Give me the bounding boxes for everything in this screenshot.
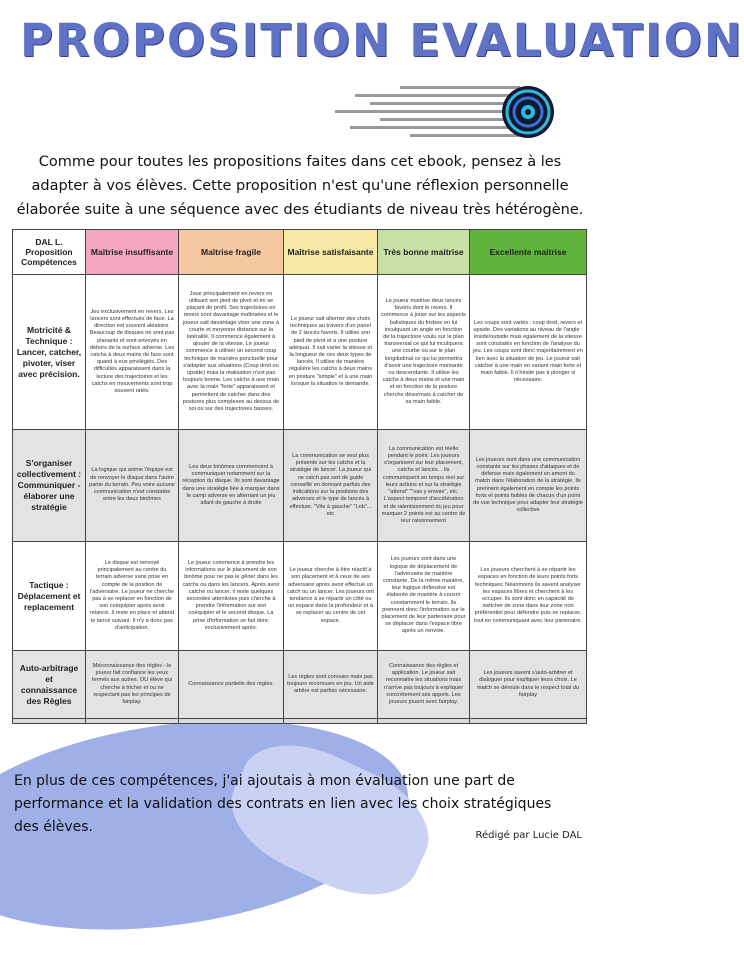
table-row [13,430,587,542]
table-cell: Le joueur maitrise deux lancés favoris dont le revers. Il commence à jouer sur les aspects balistiques du frisbee en lui inculquant un angle en fonction de la trajectoire voulu sur le plan transversal ce qui lui inculquera une courbe ou sur le plan longitudinal ce qui lui permettra d'avoir une trajectoire montante ou descendante. Il utilise les catchs à deux mains et une main et en fonction de la posture cherche désormais à catcher de sa main faible. [378,275,470,430]
competence-label: Tactique : Déplacement et replacement [13,542,86,651]
table-cell: Les deux binômes commencent à communiquer notamment sur la réception du disque. Ils sont davantage dans une stratégie liée à marquer dans le camp adverse en alternant un jeu allant de gauche à droite [179,430,284,542]
table-cell: La logique qui anime l'équipe est de renvoyer le disque dans l'autre partie du terrain. Peu voire aucune communication n'est constatée entre les deux binômes [86,430,179,542]
table-cell: Les joueurs cherchent à se répartir les espaces en fonction de leurs points forts techniques; Néanmoins ils savent analyser les espaces libres et cherchent à les occuper. Ils sont donc en capacité de switcher de zone dans leur zone non préférentiel pour défendre puis se replacer, tout en communiquant avec leur partenaire. [470,542,587,651]
table-cell: Le joueur sait alterner des choix techniques au travers d'un panel de 2 lancés favoris. Il utilise son pied de pivot et a une posture adéquat. Il sait varier la vitesse et la longueur de ces deux types de lancés. Il utilise de manière régulière les catchs à deux mains en posture "simple" et à une main lorsque la situation le demande. [284,275,378,430]
table-cell: Le disque est renvoyé principalement au centre du terrain adverse sans prise en compte de la position de l'adversaire. Le joueur ne cherche pas à se replacer en fonction de son coéquipier après avoir relancé. Il reste en place et attend le lancé suivant. Il n'y a donc pas d'anticipation. [86,542,179,651]
level-header: Maîtrise fragile [179,230,284,275]
table-row [13,275,587,430]
table-empty-row [13,719,587,724]
table-cell: Joue principalement en revers en utilisant son pied de pivot et en se plaçant de profil. Ses trajectoires en revers sont davantage maîtrisées et le joueur sait davantage viser une zone à courte et moyenne distance sur la latéralité. Il commence également à ajouter de la vitesse. Le joueur commence à utiliser un second coup technique de manière ponctuelle pour s'adapter aux situations (Coup droit ou upside) mais la réalisation n'est pas toujours bonne. Les catchs à une main avec la main "forte" apparaissent et permettent de catcher dans des postures plus complexes au dessus de soi ou sur des trajectoires basses. [179,275,284,430]
table-row [13,651,587,719]
page-title: PROPOSITION EVALUATION [20,14,744,67]
table-cell: Connaissance des règles et application. Le joueur sait reconnaitre les situations mais n'arrive pas toujours à expliquer concrètement ses appels. Les joueurs jouent avec fairplay. [378,651,470,719]
table-cell: Les joueurs savent s'auto-arbitrer et dialoguer pour expliquer leurs choix. Le match se déroule dans le respect total du fairplay [470,651,587,719]
table-cell: Le joueur cherche à être réactif à son placement et à ceux de ses adversaire après avoir effectué un catch ou un lancer. Les joueurs ont tendance à se répartir un côté ou un espace dans la profondeur et à se replacer au centre de cet espace. [284,542,378,651]
table-cell: Les coups sont variés : coup droit, revers et upside. Des variations au niveau de l'angle : inside/outside mais également de la vitesse sont constatés en fonction de l'analyse du jeu. Les coups sont donc majoritairement en lien avec la situation de jeu. Le joueur sait catcher à une main en variant main forte et main faible. Il n'hésite pas à plonger si nécessaire. [470,275,587,430]
table-cell: Le joueur commence à prendre les informations sur le placement de son binôme pour ne pas le gêner dans les catchs ou dans les lancers. Après avoir catché ou lancer, il reste quelques secondes attentistes puis cherche à prendre l'information sur son coéquipier et le second disque. La prise d'information se fait donc exclusivement après. [179,542,284,651]
table-cell: Les joueurs sont dans une communication constante sur les phases d'attaques et de défense mais également en amont du match dans l'élaboration de la stratégie. Ils prennent également en compte les points forts et points faibles de chacun d'un point de vue technique pour adapter leur stratégie collective [470,430,587,542]
level-header: Excellente maitrise [470,230,587,275]
competence-label: Motricité & Technique : Lancer, catcher, pivoter, viser avec précision. [13,275,86,430]
competence-label: Auto-arbitrage et connaissance des Règles [13,651,86,719]
table-cell: Méconnaissance des règles - le joueur fait confiance les yeux fermés aux autres. OU élève qui cherche à tricher et ou ne respectant pas les principes de fairplay. [86,651,179,719]
table-cell: Jeu exclusivement en revers. Les lancers sont effectués de face. La direction est souvent aléatoire. Beaucoup de disques ne sont pas planants et sont envoyés en dehors de la surface adverse. Les catchs à deux mains de face sont quand à eux privilégiés. Des difficultés apparaissent dans la lecture des trajectoires et les catchs en mouvements sont trop souvent ratés. [86,275,179,430]
table-corner-header: DAL L. Proposition Compétences [13,230,86,275]
intro-text: Comme pour toutes les propositions faites dans cet ebook, pensez à les adapter à vos élèves. Cette proposition n'est qu'une réflexion personnelle élaborée suite à une séquence avec des étudiants de niveau très hétérogène. [16,154,584,218]
table-cell: Les règles sont connues mais pas toujours reconnues en jeu. Un aide arbitre est parfois nécessaire. [284,651,378,719]
table-cell: Connaissance partielle des règles. [179,651,284,719]
level-header: Très bonne maitrise [378,230,470,275]
outro-text: En plus de ces compétences, j'ai ajoutais à mon évaluation une part de performance et la validation des contrats en lien avec les choix stratégiques des élèves. [14,773,552,835]
table-cell: La communication se veut plus présente sur les catchs et la stratégie de lancer. La joueur qui ne catch pas sert de guide conseillé en donnant parfois des indications sur la positions des adverses et le type de lancés à effectuer. "Vite à gauche" "Lob"... etc [284,430,378,542]
author-credit: Rédigé par Lucie DAL [475,830,582,841]
target-emblem-icon [501,85,555,139]
table-cell: La communication est réelle pendant le point. Les joueurs s'organisent sur leur placement, catchs et lancés. . Ils communiquent en temps réel sur leurs actions et sur la stratégie "attend" ""vas y envoie", etc. L'aspect temporel d'accélération et de ralentissement du jeu pour marquer 2 points est au centre de leur raisonnement [378,430,470,542]
level-header: Maîtrise satisfaisante [284,230,378,275]
table-row [13,542,587,651]
evaluation-table [12,229,587,724]
table-cell: Les joueurs sont dans une logique de déplacement de l'adversaire de manière constante. De la même manière, leur logique défensive est élaborée de manière à couvrir constamment le terrain. Ils prennent donc l'information sur le placement de leur partenaire pour se déplacer dans l'espace libre après un renvoie. [378,542,470,651]
speed-lines-decoration [330,84,520,142]
competence-label: S'organiser collectivement : Communiquer - élaborer une stratégie [13,430,86,542]
level-header: Maîtrise insuffisante [86,230,179,275]
